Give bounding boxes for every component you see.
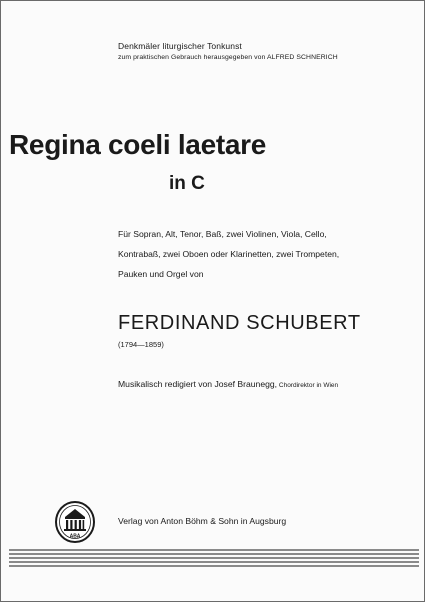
- publisher-logo-icon: [53, 500, 97, 544]
- instrumentation-line: Kontrabaß, zwei Oboen oder Klarinetten, zwei Trompeten,: [118, 249, 340, 259]
- editor-credit: [118, 379, 338, 389]
- publisher-line: Verlag von Anton Böhm & Sohn in Augsburg: [118, 516, 287, 526]
- instrumentation-line: Für Sopran, Alt, Tenor, Baß, zwei Violinen, Viola, Cello,: [118, 229, 327, 239]
- publisher-logo-text: ABA: [69, 533, 81, 540]
- series-title: Denkmäler liturgischer Tonkunst: [118, 41, 242, 51]
- editor-role: Chordirektor in Wien: [277, 382, 339, 389]
- series-subtitle: zum praktischen Gebrauch herausgegeben von ALFRED SCHNERICH: [118, 54, 338, 61]
- composer-dates: (1794—1859): [118, 340, 164, 349]
- instrumentation-line: Pauken und Orgel von: [118, 269, 204, 279]
- composer-name: FERDINAND SCHUBERT: [118, 312, 361, 334]
- work-key: in C: [169, 173, 205, 194]
- instrumentation: [118, 224, 418, 284]
- decorative-rules: [9, 548, 419, 568]
- editor-text: Musikalisch redigiert von Josef Braunegg,: [118, 379, 278, 389]
- work-title: Regina coeli laetare: [9, 129, 267, 160]
